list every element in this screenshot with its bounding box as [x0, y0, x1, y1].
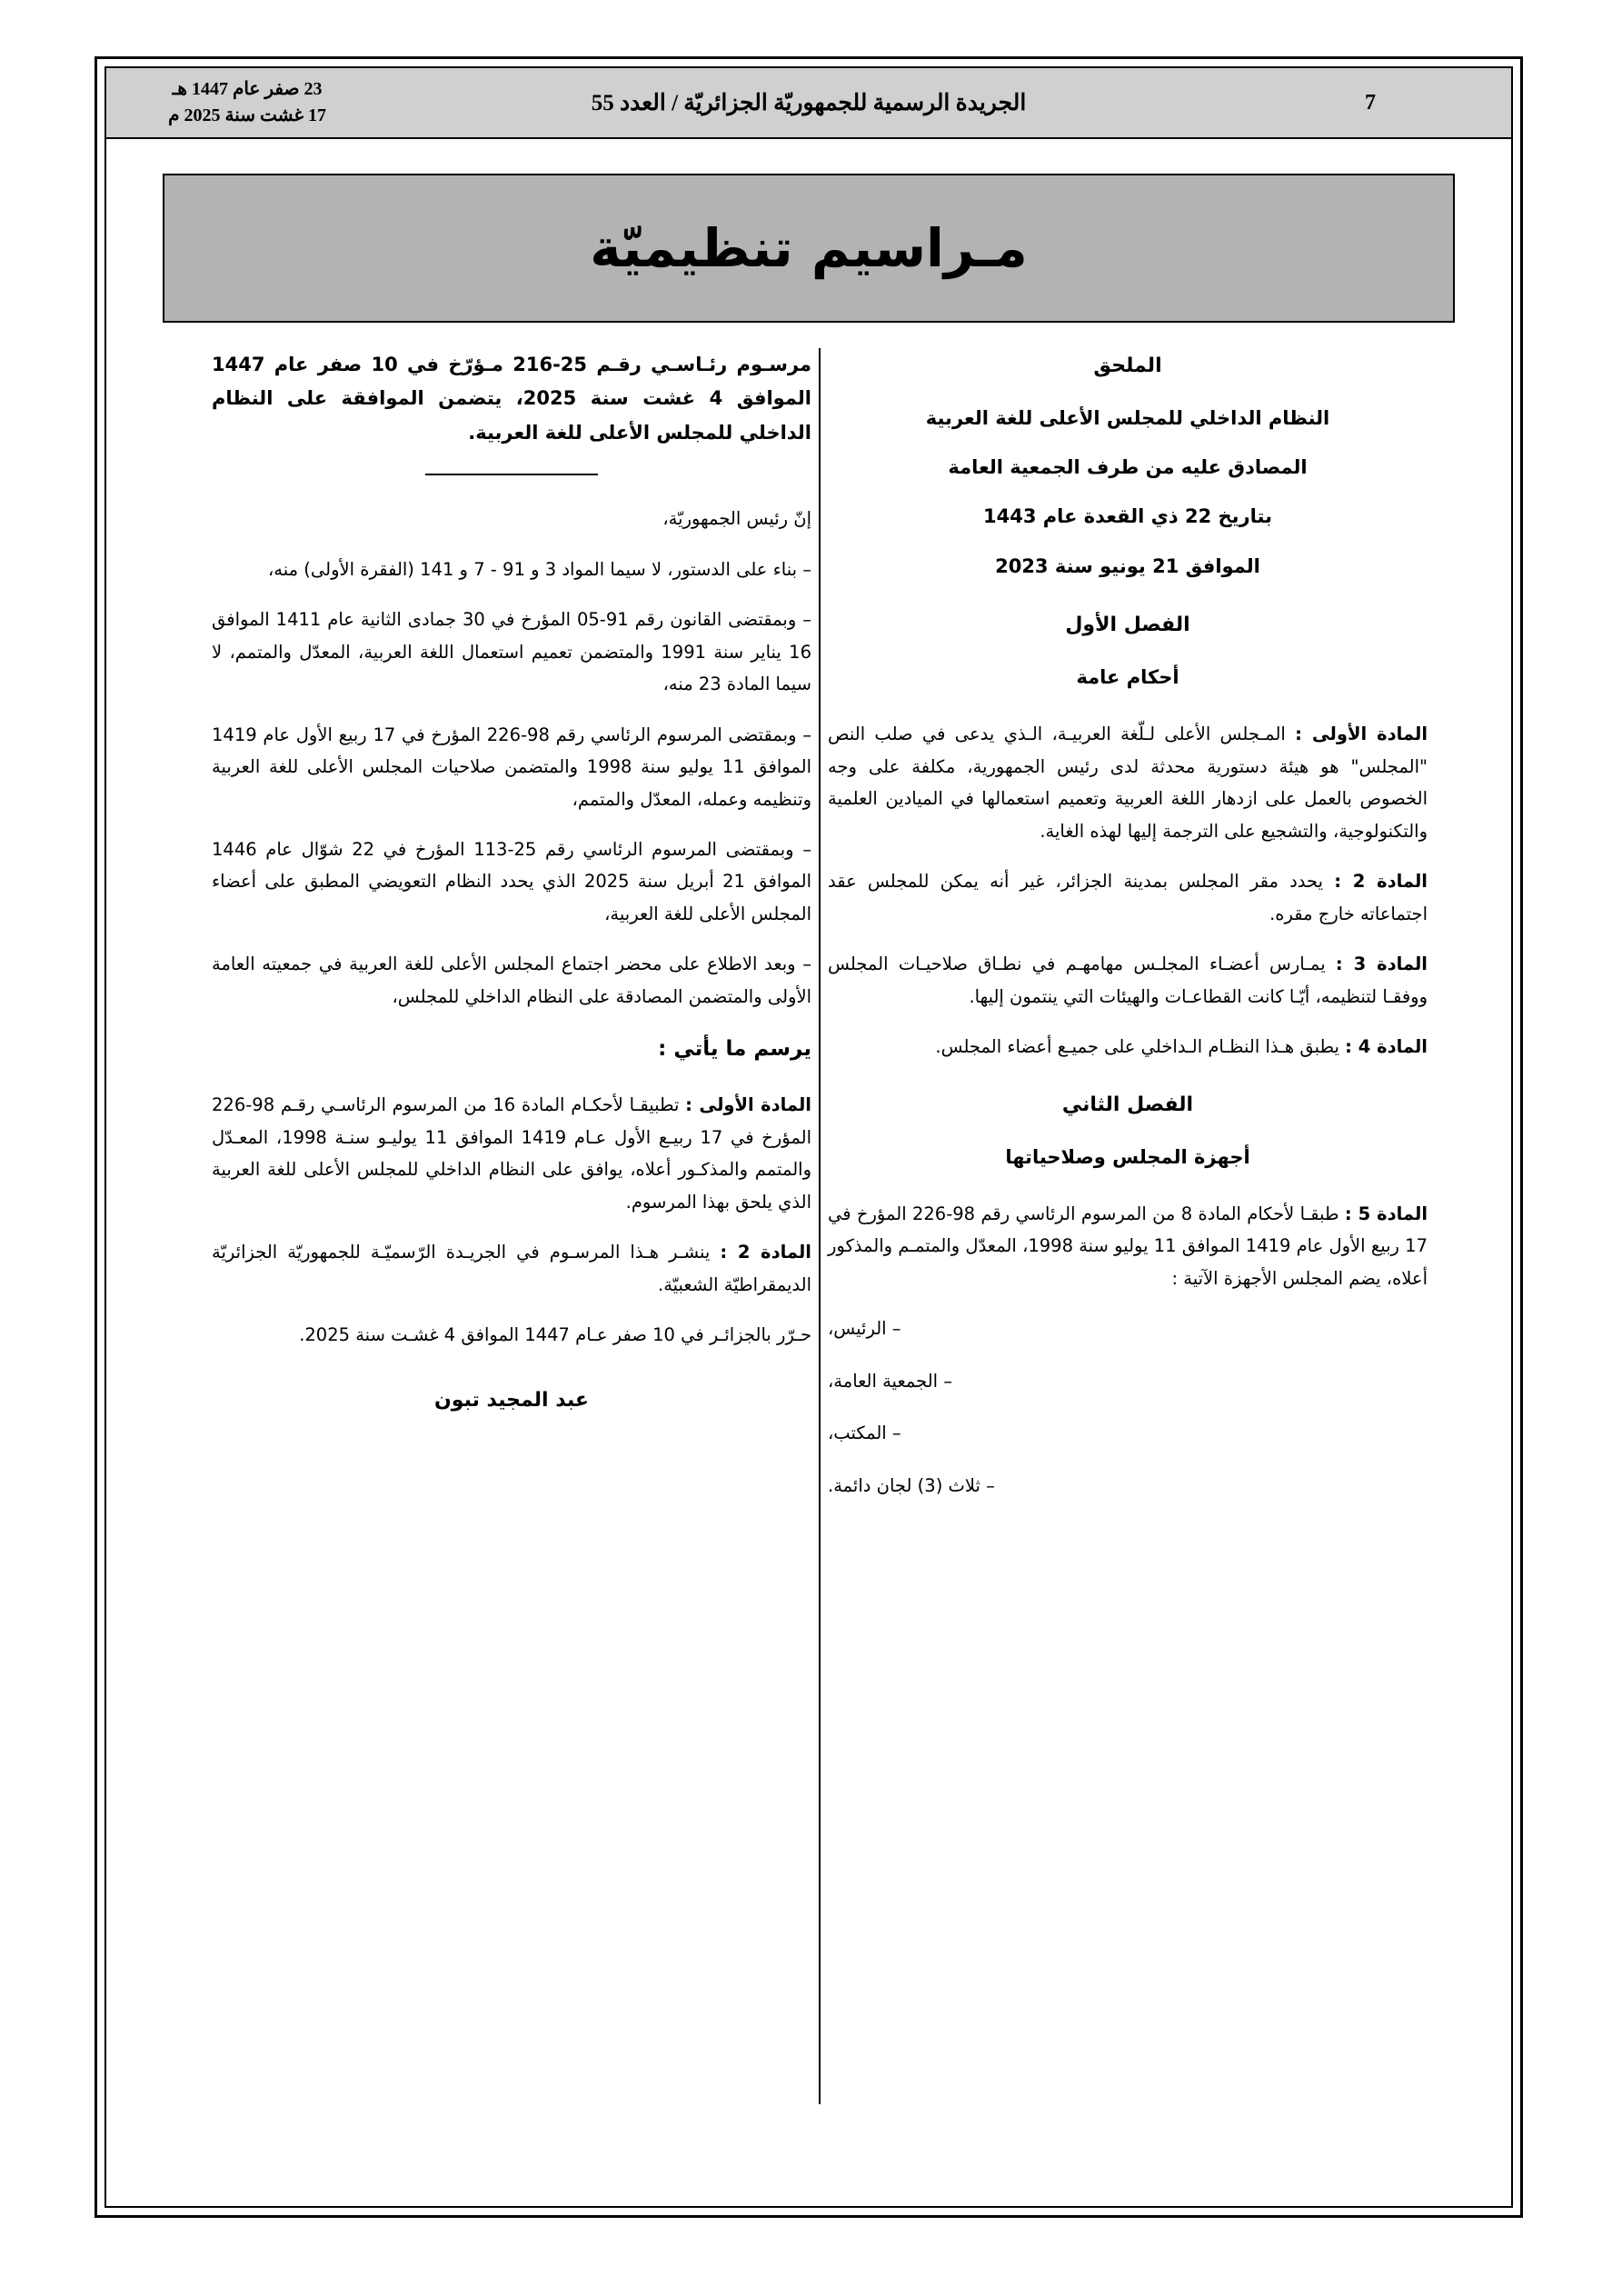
visa-5: – وبعد الاطلاع على محضر اجتماع المجلس الأعلى للغة العربية في جمعيته العامة الأولى والمتضمن المصادقة على النظام الداخلي للمجلس، — [212, 953, 811, 1007]
visa-2: – وبمقتضى القانون رقم 91-05 المؤرخ في 30 جمادى الثانية عام 1411 الموافق 16 يناير سنة 1991 والمتضمن تعميم استعمال اللغة العربية، المعدّل والمتمم، لا سيما المادة 23 منه، — [212, 609, 811, 695]
chapter-one-heading: الفصل الأول — [1065, 613, 1190, 636]
annex-article-3-text: يمـارس أعضـاء المجلـس مهامهـم في نطـاق صلاحيـات المجلس ووفقـا لتنظيمه، أيّـا كانت القطاعـات والهيئات التي ينتمون إليها. — [828, 953, 1428, 1007]
annex-line-3: بتاريخ 22 ذي القعدة عام 1443 — [983, 505, 1272, 528]
decree-article-1 — [212, 1089, 811, 1218]
annex-bullet-1: – الرئيس، — [828, 1318, 901, 1340]
header-date — [106, 68, 388, 137]
chapter-one-subheading: أحكام عامة — [1076, 665, 1179, 688]
annex-article-4-label: المادة 4 : — [1345, 1036, 1428, 1058]
decree-title: مرسـوم رئـاسـي رقـم 25-216 مـؤرّخ في 10 صفر عام 1447 الموافق 4 غشت سنة 2025، يتضمن الموافقة على النظام الداخلي للمجلس الأعلى للغة العربية. — [212, 354, 811, 444]
decrees-label: يرسم ما يأتي : — [658, 1037, 811, 1062]
annex-column — [828, 348, 1455, 2104]
columns-container — [106, 323, 1511, 2104]
page-inner-border — [104, 66, 1513, 2208]
annex-line-1: النظام الداخلي للمجلس الأعلى للغة العربية — [925, 407, 1330, 430]
decree-article-2 — [212, 1236, 811, 1301]
annex-article-5 — [828, 1198, 1428, 1294]
header-date-gregorian: 17 غشت سنة 2025 م — [168, 105, 326, 125]
decree-article-1-label: المادة الأولى : — [685, 1094, 811, 1116]
section-banner — [163, 174, 1455, 323]
visa-1: – بناء على الدستور، لا سيما المواد 3 و 91 - 7 و 141 (الفقرة الأولى) منه، — [268, 558, 811, 580]
annex-article-1-label: المادة الأولى : — [1295, 724, 1428, 745]
column-divider — [819, 348, 821, 2104]
page-header — [106, 68, 1511, 139]
annex-article-1-text: المـجلس الأعلى لـلّغة العربيـة، الـذي يدعى في صلب النص "المجلس" هو هيئة دستورية محدثة لدى رئيس الجمهورية، مكلفة على وجه الخصوص بالعمل على ازدهار اللغة العربية وتعميم استعمالها في الميادين العلمية والتكنولوجية، والتشجيع على الترجمة إليها لهذه الغاية. — [828, 724, 1428, 842]
annex-bullet-3: – المكتب، — [828, 1423, 901, 1444]
annex-line-4: الموافق 21 يونيو سنة 2023 — [995, 554, 1260, 577]
title-rule — [425, 474, 598, 475]
document-page — [95, 56, 1523, 2218]
annex-article-5-label: المادة 5 : — [1344, 1203, 1428, 1224]
annex-article-1 — [828, 718, 1428, 847]
decree-article-1-text: تطبيقـا لأحكـام المادة 16 من المرسوم الرئاسـي رقـم 98-226 المؤرخ في 17 ربيـع الأول عـام 1419 الموافق 11 يوليـو سنـة 1998، المعـدّل والمتمم والمذكـور أعلاه، يوافق على النظام الداخلي للمجلس الأعلى للغة العربية الذي يلحق بهذا المرسوم. — [212, 1094, 811, 1213]
decree-article-2-label: المادة 2 : — [720, 1242, 811, 1263]
annex-article-3 — [828, 948, 1428, 1013]
page-number: 7 — [1365, 90, 1376, 115]
chapter-two-heading: الفصل الثاني — [1061, 1093, 1194, 1116]
annex-article-2 — [828, 865, 1428, 930]
annex-article-4 — [828, 1031, 1428, 1063]
annex-article-5-text: طبقـا لأحكام المادة 8 من المرسوم الرئاسي رقم 98-226 المؤرخ في 17 ربيع الأول عام 1419 الموافق 11 يوليو سنة 1998، المعدّل والمتمـم والمذكور أعلاه، يضم المجلس الأجهزة الآتية : — [828, 1203, 1428, 1289]
annex-bullet-4: – ثلاث (3) لجان دائمة. — [828, 1474, 995, 1496]
chapter-two-subheading: أجهزة المجلس وصلاحياتها — [1005, 1145, 1250, 1168]
annex-article-2-text: يحدد مقر المجلس بمدينة الجزائر، غير أنه يمكن للمجلس عقد اجتماعاته خارج مقره. — [828, 871, 1428, 924]
banner-title: مـراسيم تنظيميّة — [590, 217, 1028, 279]
visa-4: – وبمقتضى المرسوم الرئاسي رقم 25-113 المؤرخ في 22 شوّال عام 1446 الموافق 21 أبريل سنة 2025 الذي يحدد النظام التعويضي المطبق على أعضاء المجلس الأعلى للغة العربية، — [212, 839, 811, 924]
decree-closing: حـرّر بالجزائـر في 10 صفر عـام 1447 الموافق 4 غشـت سنة 2025. — [299, 1324, 811, 1346]
header-date-hijri: 23 صفر عام 1447 هـ — [172, 79, 323, 99]
decree-signature: عبد المجيد تبون — [434, 1388, 589, 1412]
decree-column — [184, 348, 811, 2104]
journal-title: الجريدة الرسمية للجمهوريّة الجزائريّة / العدد 55 — [591, 91, 1027, 115]
annex-line-2: المصادق عليه من طرف الجمعية العامة — [948, 456, 1308, 479]
annex-article-2-label: المادة 2 : — [1334, 871, 1428, 893]
banner-wrapper — [106, 139, 1511, 323]
annex-bullet-2: – الجمعية العامة، — [828, 1370, 953, 1392]
annex-heading: الملحق — [1093, 354, 1162, 377]
annex-article-3-label: المادة 3 : — [1335, 953, 1428, 975]
visa-3: – وبمقتضى المرسوم الرئاسي رقم 98-226 المؤرخ في 17 ربيع الأول عام 1419 الموافق 11 يوليو سنة 1998 والمتضمن صلاحيات المجلس الأعلى للغة العربية وتنظيمه وعمله، المعدّل والمتمم، — [212, 724, 811, 810]
annex-article-4-text: يطبق هـذا النظـام الـداخلي على جميـع أعضاء المجلس. — [935, 1036, 1346, 1058]
decree-article-2-text: ينشـر هـذا المرسـوم في الجريـدة الرّسميّـة للجمهوريّة الجزائريّة الديمقراطيّة الشعبيّة. — [212, 1242, 811, 1295]
president-line: إنّ رئيس الجمهوريّة، — [662, 508, 811, 530]
